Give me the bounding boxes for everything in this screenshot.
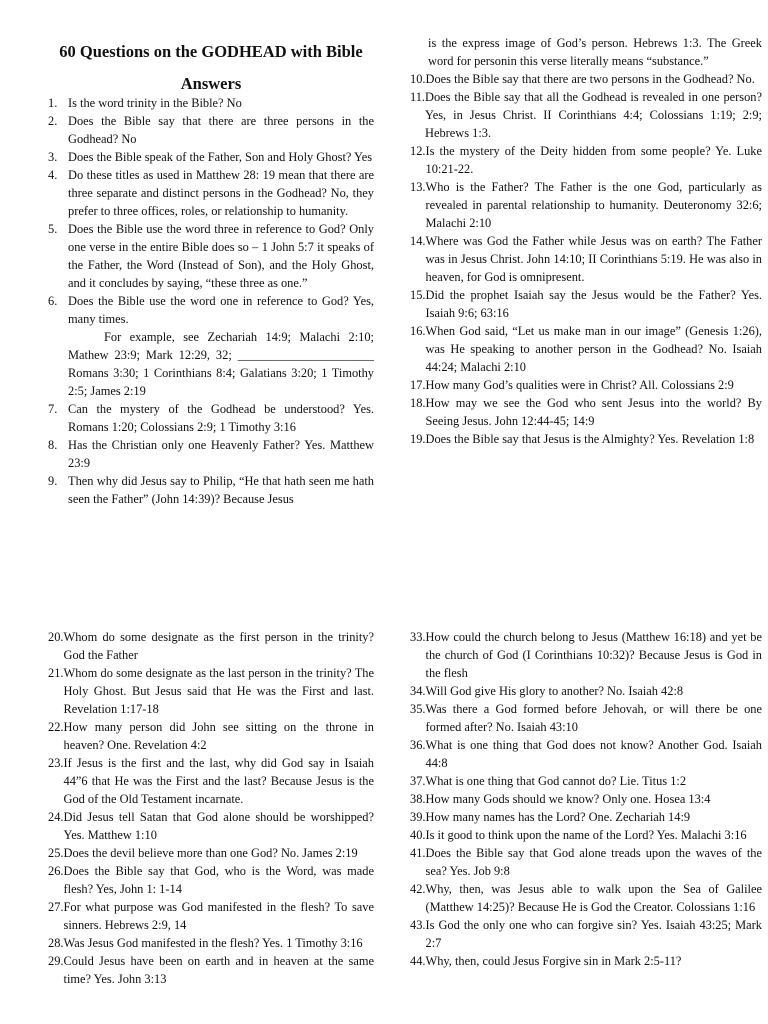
question-number: 12. bbox=[410, 144, 426, 158]
question-text: Where was God the Father while Jesus was on earth? The Father was in Jesus Christ. John 14:10; II Corinthians 5:19. He was also in heaven, for God is omnipresent. bbox=[425, 234, 762, 284]
list-item bbox=[48, 808, 374, 844]
question-number: 5. bbox=[48, 222, 58, 236]
list-item bbox=[48, 628, 374, 664]
list-item bbox=[48, 844, 374, 862]
question-number: 33. bbox=[410, 630, 426, 644]
question-number: 9. bbox=[48, 474, 58, 488]
question-text: Did Jesus tell Satan that God alone should be worshipped? Yes. Matthew 1:10 bbox=[63, 810, 374, 842]
list-item bbox=[410, 430, 762, 448]
list-item bbox=[410, 394, 762, 430]
question-number: 44. bbox=[410, 954, 426, 968]
question-text: Does the Bible say that all the Godhead is revealed in one person? Yes, in Jesus Christ. II Corinthians 4:4; Colossians 1:19; 2:9; Hebrews 1:3. bbox=[425, 90, 762, 140]
question-number: 42. bbox=[410, 882, 426, 896]
question-number: 10. bbox=[410, 72, 426, 86]
question-text: Is it good to think upon the name of the Lord? Yes. Malachi 3:16 bbox=[425, 828, 747, 842]
question-number: 27. bbox=[48, 900, 64, 914]
question-text: Who is the Father? The Father is the one God, particularly as revealed in parental relationship to humanity. Deuteronomy 32:6; Malachi 2:10 bbox=[425, 180, 762, 230]
question-number: 7. bbox=[48, 402, 58, 416]
question-text: Does the Bible say that God, who is the Word, was made flesh? Yes, John 1: 1-14 bbox=[63, 864, 374, 896]
list-item bbox=[48, 718, 374, 754]
document-title: 60 Questions on the GODHEAD with Bible Answers bbox=[59, 42, 363, 93]
list-item bbox=[410, 772, 762, 790]
question-number: 37. bbox=[410, 774, 426, 788]
question-number: 16. bbox=[410, 324, 426, 338]
question-text: Does the Bible say that Jesus is the Almighty? Yes. Revelation 1:8 bbox=[425, 432, 755, 446]
question-number: 3. bbox=[48, 150, 58, 164]
question-text: Whom do some designate as the last person in the trinity? The Holy Ghost. But Jesus said that He was the First and last. Revelation 1:17-18 bbox=[63, 666, 374, 716]
list-item bbox=[410, 682, 762, 700]
list-item bbox=[48, 400, 374, 436]
question-number: 20. bbox=[48, 630, 64, 644]
list-item bbox=[48, 94, 374, 112]
question-number: 4. bbox=[48, 168, 58, 182]
list-item bbox=[48, 754, 374, 808]
question-text: When God said, “Let us make man in our image” (Genesis 1:26), was He speaking to another person in the Godhead? No. Isaiah 44:24; Malachi 2:10 bbox=[425, 324, 762, 374]
question-text: If Jesus is the first and the last, why did God say in Isaiah 44”6 that He was the First and the last? Because Jesus is the God of the Old Testament incarnate. bbox=[63, 756, 374, 806]
question-text: How many God’s qualities were in Christ? All. Colossians 2:9 bbox=[425, 378, 734, 392]
question-text: Then why did Jesus say to Philip, “He that hath seen me hath seen the Father” (John 14:39)? Because Jesus bbox=[68, 474, 374, 506]
column-bottom-right bbox=[410, 628, 762, 970]
question-number: 21. bbox=[48, 666, 64, 680]
question-number: 40. bbox=[410, 828, 426, 842]
question-text: How many names has the Lord? One. Zechariah 14:9 bbox=[425, 810, 691, 824]
question-text: Did the prophet Isaiah say the Jesus would be the Father? Yes. Isaiah 9:6; 63:16 bbox=[425, 288, 762, 320]
question-number: 26. bbox=[48, 864, 64, 878]
question-text: Was there a God formed before Jehovah, or will there be one formed after? No. Isaiah 43:10 bbox=[425, 702, 762, 734]
question-text: Does the Bible use the word three in reference to God? Only one verse in the entire Bible does so – 1 John 5:7 it speaks of the Father, the Word (Instead of Son), and the Holy Ghost, and it concludes by saying, “these three as one.” bbox=[68, 222, 374, 290]
list-item bbox=[48, 292, 374, 328]
question-text: Does the Bible speak of the Father, Son and Holy Ghost? Yes bbox=[68, 150, 373, 164]
question-text: What is one thing that God does not know? Another God. Isaiah 44:8 bbox=[425, 738, 762, 770]
list-item bbox=[410, 700, 762, 736]
question-text: Is the mystery of the Deity hidden from some people? Ye. Luke 10:21-22. bbox=[425, 144, 762, 176]
question-text: Could Jesus have been on earth and in heaven at the same time? Yes. John 3:13 bbox=[63, 954, 374, 986]
list-item bbox=[410, 916, 762, 952]
list-item bbox=[48, 112, 374, 148]
column-bottom-left bbox=[48, 628, 374, 988]
question-text: Why, then, could Jesus Forgive sin in Mark 2:5-11? bbox=[425, 954, 682, 968]
question-number: 17. bbox=[410, 378, 426, 392]
question-number: 15. bbox=[410, 288, 426, 302]
question-number: 25. bbox=[48, 846, 64, 860]
continued-answer: is the express image of God’s person. Hebrews 1:3. The Greek word for personin this verse literally means “substance.” bbox=[428, 36, 762, 68]
list-item bbox=[48, 934, 374, 952]
list-item bbox=[410, 952, 762, 970]
question-number: 43. bbox=[410, 918, 426, 932]
question-number: 24. bbox=[48, 810, 64, 824]
question-text: Can the mystery of the Godhead be understood? Yes. Romans 1:20; Colossians 2:9; 1 Timothy 3:16 bbox=[68, 402, 374, 434]
list-item bbox=[410, 808, 762, 826]
question-number: 2. bbox=[48, 114, 58, 128]
list-item bbox=[48, 664, 374, 718]
list-item bbox=[410, 286, 762, 322]
column-top-right bbox=[410, 34, 762, 448]
question-text: What is one thing that God cannot do? Lie. Titus 1:2 bbox=[425, 774, 687, 788]
question-text: Is God the only one who can forgive sin? Yes. Isaiah 43:25; Mark 2:7 bbox=[425, 918, 762, 950]
example-paragraph: For example, see Zechariah 14:9; Malachi 2:10; Mathew 23:9; Mark 12:29, 32; ______________________ Romans 3:30; 1 Corinthians 8:4; Galatians 3:20; 1 Timothy 2:5; James 2:19 bbox=[68, 330, 374, 398]
column-top-left bbox=[48, 36, 374, 508]
question-text: Is the word trinity in the Bible? No bbox=[68, 96, 242, 110]
question-text: Does the Bible say that God alone treads upon the waves of the sea? Yes. Job 9:8 bbox=[425, 846, 762, 878]
question-number: 13. bbox=[410, 180, 426, 194]
question-number: 38. bbox=[410, 792, 426, 806]
question-number: 8. bbox=[48, 438, 58, 452]
list-item bbox=[410, 70, 762, 88]
question-number: 1. bbox=[48, 96, 58, 110]
list-item bbox=[410, 322, 762, 376]
question-number: 19. bbox=[410, 432, 426, 446]
list-item bbox=[410, 88, 762, 142]
list-item bbox=[410, 880, 762, 916]
question-text: Was Jesus God manifested in the flesh? Yes. 1 Timothy 3:16 bbox=[63, 936, 363, 950]
list-item bbox=[48, 952, 374, 988]
list-item bbox=[48, 862, 374, 898]
question-text: Has the Christian only one Heavenly Father? Yes. Matthew 23:9 bbox=[68, 438, 374, 470]
question-number: 23. bbox=[48, 756, 64, 770]
question-number: 11. bbox=[410, 90, 426, 104]
question-text: How many Gods should we know? Only one. Hosea 13:4 bbox=[425, 792, 711, 806]
list-item bbox=[48, 148, 374, 166]
question-text: Will God give His glory to another? No. Isaiah 42:8 bbox=[425, 684, 684, 698]
question-text: Do these titles as used in Matthew 28: 19 mean that there are three separate and distinct persons in the Godhead? No, they prefer to three offices, roles, or relationship to humanity. bbox=[68, 168, 374, 218]
list-item bbox=[410, 736, 762, 772]
question-number: 39. bbox=[410, 810, 426, 824]
question-text: How may we see the God who sent Jesus into the world? By Seeing Jesus. John 12:44-45; 14:9 bbox=[425, 396, 762, 428]
list-item bbox=[48, 436, 374, 472]
question-number: 22. bbox=[48, 720, 64, 734]
question-text: Does the devil believe more than one God? No. James 2:19 bbox=[63, 846, 358, 860]
list-item bbox=[48, 898, 374, 934]
question-text: For what purpose was God manifested in the flesh? To save sinners. Hebrews 2:9, 14 bbox=[63, 900, 374, 932]
question-text: Whom do some designate as the first person in the trinity? God the Father bbox=[63, 630, 374, 662]
question-number: 29. bbox=[48, 954, 64, 968]
question-text: Does the Bible use the word one in reference to God? Yes, many times. bbox=[68, 294, 374, 326]
question-text: How could the church belong to Jesus (Matthew 16:18) and yet be the church of God (I Corinthians 10:32)? Because Jesus is God in the flesh bbox=[425, 630, 762, 680]
list-item bbox=[410, 142, 762, 178]
list-item bbox=[410, 826, 762, 844]
list-item bbox=[48, 220, 374, 292]
question-text: How many person did John see sitting on the throne in heaven? One. Revelation 4:2 bbox=[63, 720, 374, 752]
question-number: 35. bbox=[410, 702, 426, 716]
list-item bbox=[410, 178, 762, 232]
question-text: Why, then, was Jesus able to walk upon the Sea of Galilee (Matthew 14:25)? Because He is God the Creator. Colossians 1:16 bbox=[425, 882, 762, 914]
list-item bbox=[410, 376, 762, 394]
list-item bbox=[410, 628, 762, 682]
question-text: Does the Bible say that there are three persons in the Godhead? No bbox=[68, 114, 374, 146]
question-number: 34. bbox=[410, 684, 426, 698]
list-item bbox=[410, 844, 762, 880]
question-number: 14. bbox=[410, 234, 426, 248]
list-item bbox=[410, 232, 762, 286]
question-text: Does the Bible say that there are two persons in the Godhead? No. bbox=[425, 72, 755, 86]
question-number: 28. bbox=[48, 936, 64, 950]
list-item bbox=[410, 790, 762, 808]
question-number: 18. bbox=[410, 396, 426, 410]
question-number: 36. bbox=[410, 738, 426, 752]
list-item bbox=[48, 166, 374, 220]
question-number: 6. bbox=[48, 294, 58, 308]
question-number: 41. bbox=[410, 846, 426, 860]
list-item bbox=[48, 472, 374, 508]
